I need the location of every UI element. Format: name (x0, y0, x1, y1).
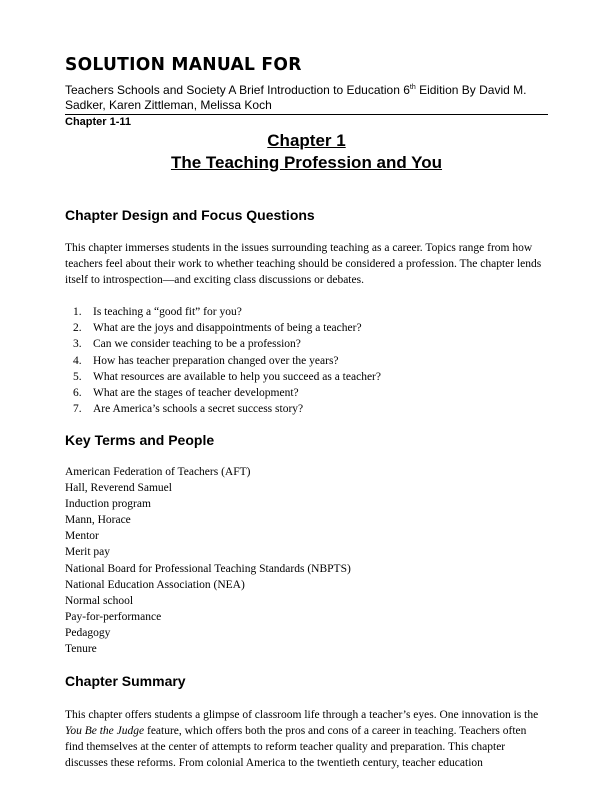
key-terms-heading: Key Terms and People (65, 432, 215, 448)
summary-text-start: This chapter offers students a glimpse of classroom life through a teacher’s eyes. One innovation is the (65, 709, 539, 721)
key-terms-list (65, 464, 351, 657)
subtitle-authors: Eidition By David M. Sadker, Karen Zittleman, Melissa Koch (65, 83, 527, 112)
question-number: 7. (73, 403, 82, 416)
key-term: Hall, Reverend Samuel (65, 482, 172, 495)
key-term: Merit pay (65, 546, 111, 559)
feature-name: You Be the Judge (65, 725, 145, 737)
solution-manual-banner: SOLUTION MANUAL FOR (65, 54, 302, 75)
question-number: 2. (73, 322, 82, 335)
focus-question (65, 320, 381, 336)
question-text: What are the stages of teacher development? (93, 386, 299, 399)
key-term: American Federation of Teachers (AFT) (65, 466, 251, 478)
chapter-number: Chapter 1 (267, 131, 346, 150)
key-term: National Board for Professional Teaching Standards (NBPTS) (65, 562, 351, 575)
question-number: 5. (73, 370, 82, 383)
question-number: 4. (73, 354, 82, 367)
question-text: Are America’s schools a secret success story? (93, 403, 304, 416)
focus-question (65, 353, 381, 369)
question-number: 6. (73, 386, 82, 399)
header-rule (65, 114, 548, 115)
design-heading: Chapter Design and Focus Questions (65, 207, 315, 223)
question-text: Is teaching a “good fit” for you? (93, 306, 242, 318)
focus-question-list (65, 304, 381, 417)
key-term: National Education Association (NEA) (65, 578, 245, 591)
question-text: What are the joys and disappointments of being a teacher? (93, 322, 362, 335)
key-term: Mann, Horace (65, 514, 131, 527)
summary-heading: Chapter Summary (65, 673, 186, 689)
design-intro: This chapter immerses students in the issues surrounding teaching as a career. Topics range from how teachers feel about their work to whether teaching should be considered a profession. The chapter lends itself to introspection—and exciting class discussions or debates. (65, 242, 542, 286)
question-number: 3. (73, 338, 82, 351)
chapter-title: The Teaching Profession and You (170, 153, 443, 172)
focus-question (65, 401, 381, 417)
summary-text (65, 707, 545, 771)
key-term: Pay-for-performance (65, 610, 162, 623)
summary-text-rest: feature, which offers both the pros and cons of a career in teaching. Teachers often find themselves at the center of attempts to reform teacher quality and preparation. This chapter discusses these reforms. From colonial America to the twentieth century, teacher education (65, 725, 527, 769)
key-term: Pedagogy (65, 626, 111, 639)
question-text: What resources are available to help you succeed as a teacher? (93, 370, 381, 383)
subtitle-text: Teachers Schools and Society A Brief Introduction to Education 6 (65, 83, 410, 97)
focus-question (65, 304, 381, 320)
key-term: Induction program (65, 498, 151, 511)
focus-question (65, 369, 381, 385)
book-subtitle (65, 83, 545, 113)
key-term: Tenure (65, 643, 97, 656)
question-text: How has teacher preparation changed over the years? (93, 354, 339, 367)
key-term: Mentor (65, 530, 99, 543)
focus-question (65, 385, 381, 401)
key-term: Normal school (65, 594, 134, 607)
chapter-range: Chapter 1-11 (65, 116, 132, 128)
subtitle-superscript: th (409, 84, 416, 91)
question-number: 1. (73, 306, 82, 318)
focus-question (65, 336, 381, 352)
question-text: Can we consider teaching to be a profession? (93, 338, 301, 351)
